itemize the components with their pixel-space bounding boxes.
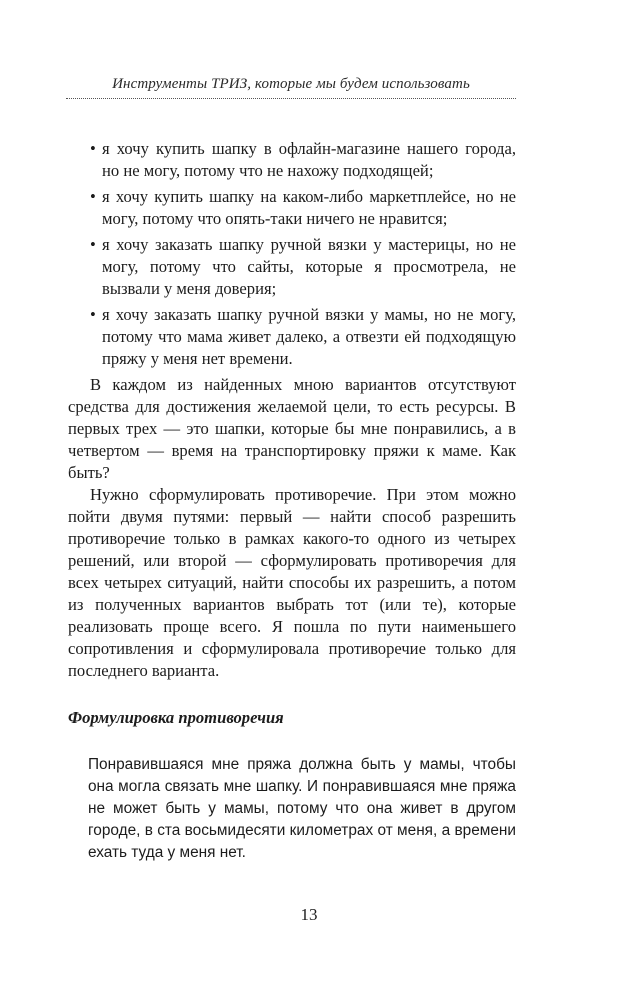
running-header: Инструменты ТРИЗ, которые мы будем использовать	[112, 76, 470, 92]
header-dotted-rule	[66, 98, 516, 99]
page-number: 13	[300, 905, 318, 924]
list-item	[68, 234, 516, 300]
bullet-list	[68, 138, 516, 370]
bullet-marker: •	[90, 235, 96, 254]
body-paragraph: В каждом из найденных мною вариантов отсутствуют средства для достижения желаемой цели, то есть ресурсы. В первых трех — это шапки, которые бы мне понравились, а в четвертом — время на транспортировку пряжи к маме. Как быть?	[68, 375, 516, 482]
contradiction-statement: Понравившаяся мне пряжа должна быть у мамы, чтобы она могла связать мне шапку. И понравившаяся мне пряжа не может быть у мамы, потому что она живет в другом городе, в ста восьмидесяти километрах от меня, а времени ехать туда у меня нет.	[88, 756, 516, 861]
list-item	[68, 138, 516, 182]
section-heading: Формулировка противоречия	[68, 708, 284, 727]
bullet-marker: •	[90, 305, 96, 324]
list-item-text: я хочу заказать шапку ручной вязки у мамы, но не могу, потому что мама живет далеко, а отвезти ей подходящую пряжу у меня нет времени.	[102, 305, 516, 368]
list-item-text: я хочу купить шапку на каком-либо маркетплейсе, но не могу, потому что опять-таки ничего не нравится;	[102, 187, 516, 228]
list-item-text: я хочу купить шапку в офлайн-магазине нашего города, но не могу, потому что не нахожу подходящей;	[102, 139, 516, 180]
bullet-marker: •	[90, 139, 96, 158]
page-body	[68, 138, 516, 864]
list-item	[68, 186, 516, 230]
list-item-text: я хочу заказать шапку ручной вязки у мастерицы, но не могу, потому что сайты, которые я просмотрела, не вызвали у меня доверия;	[102, 235, 516, 298]
body-paragraph: Нужно сформулировать противоречие. При этом можно пойти двумя путями: первый — найти способ разрешить противоречие только в рамках какого-то одного из четырех решений, или второй — сформулировать противоречия для всех четырех ситуаций, найти способы их разрешить, а потом из полученных вариантов выбрать тот (или те), которые реализовать проще всего. Я пошла по пути наименьшего сопротивления и сформулировала противоречие только для последнего варианта.	[68, 485, 516, 680]
bullet-marker: •	[90, 187, 96, 206]
list-item	[68, 304, 516, 370]
